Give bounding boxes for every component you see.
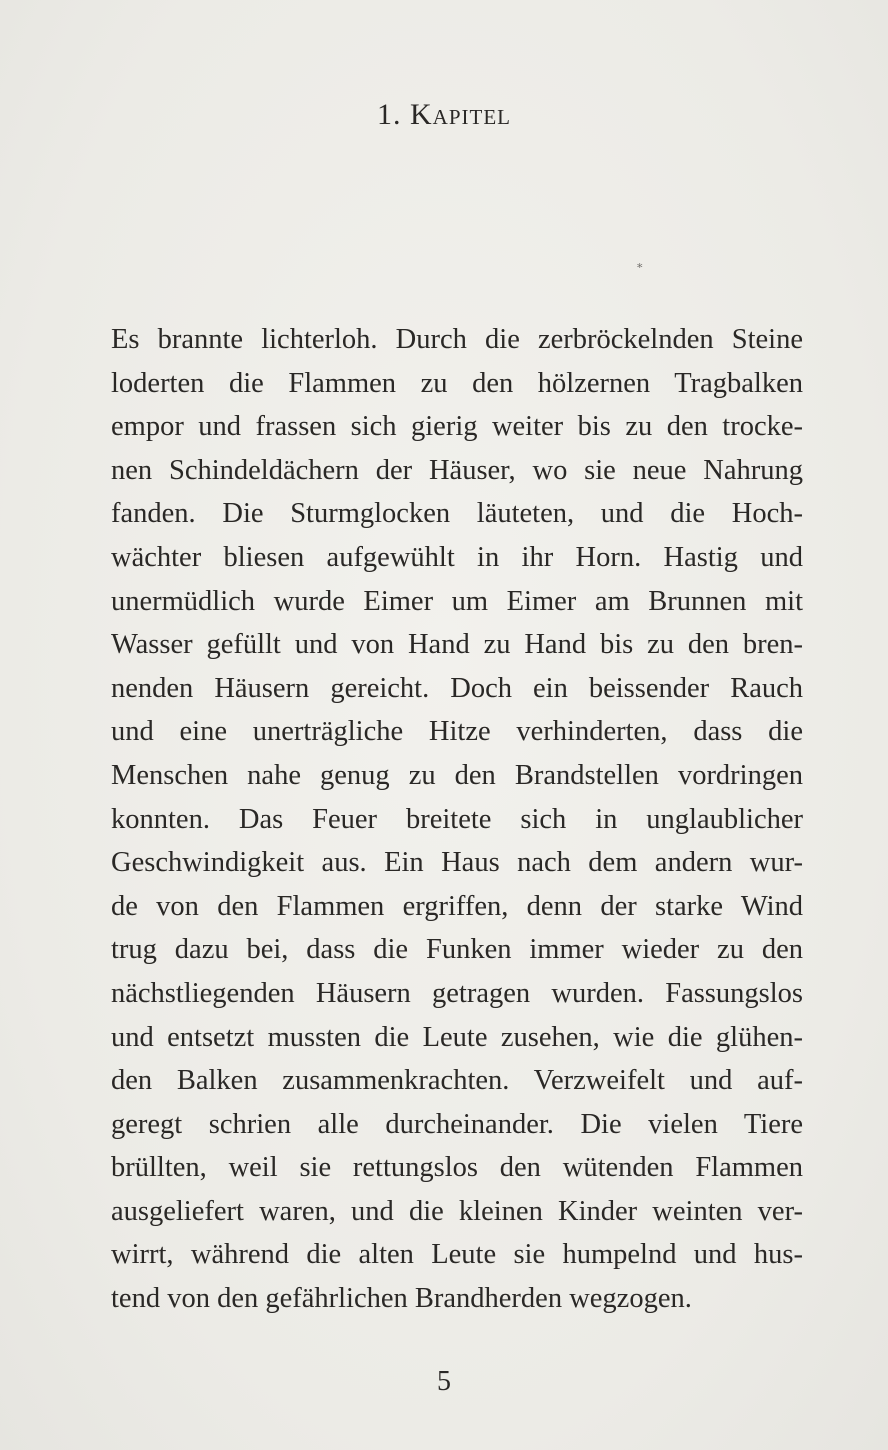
text-line: Wasser gefüllt und von Hand zu Hand bis zu den bren- — [111, 629, 803, 661]
text-line: Geschwindigkeit aus. Ein Haus nach dem andern wur- — [111, 847, 803, 879]
text-line: nen Schindeldächern der Häuser, wo sie neue Nahrung — [111, 454, 803, 486]
text-line: und eine unerträgliche Hitze verhinderten, dass die — [111, 716, 803, 748]
text-line: de von den Flammen ergriffen, denn der starke Wind — [111, 890, 803, 922]
text-line: nenden Häusern gereicht. Doch ein beissender Rauch — [111, 672, 803, 704]
text-line: konnten. Das Feuer breitete sich in unglaublicher — [111, 803, 803, 835]
text-line: ausgeliefert waren, und die kleinen Kinder weinten ver- — [111, 1195, 803, 1227]
text-line: den Balken zusammenkrachten. Verzweifelt und auf- — [111, 1065, 803, 1097]
page-number: 5 — [437, 1366, 451, 1397]
text-line: fanden. Die Sturmglocken läuteten, und die Hoch- — [111, 498, 803, 530]
chapter-title: 1. Kapitel — [377, 98, 511, 131]
ink-speck: ∗ — [636, 260, 644, 272]
text-line-last: tend von den gefährlichen Brandherden wegzogen. — [111, 1283, 692, 1315]
text-line: Menschen nahe genug zu den Brandstellen vordringen — [111, 759, 803, 791]
text-line: trug dazu bei, dass die Funken immer wieder zu den — [111, 934, 803, 966]
text-line: geregt schrien alle durcheinander. Die vielen Tiere — [111, 1108, 803, 1140]
text-line: und entsetzt mussten die Leute zusehen, wie die glühen- — [111, 1021, 803, 1053]
text-line: nächstliegenden Häusern getragen wurden. Fassungslos — [111, 977, 803, 1009]
body-text — [111, 318, 803, 1321]
text-line: loderten die Flammen zu den hölzernen Tragbalken — [111, 367, 803, 399]
text-line: unermüdlich wurde Eimer um Eimer am Brunnen mit — [111, 585, 803, 617]
text-line: wirrt, während die alten Leute sie humpelnd und hus- — [111, 1239, 803, 1271]
text-line: empor und frassen sich gierig weiter bis zu den trocke- — [111, 411, 803, 443]
text-line: brüllten, weil sie rettungslos den wütenden Flammen — [111, 1152, 803, 1184]
text-line: wächter bliesen aufgewühlt in ihr Horn. Hastig und — [111, 541, 803, 573]
text-line: Es brannte lichterloh. Durch die zerbröckelnden Steine — [111, 324, 803, 355]
